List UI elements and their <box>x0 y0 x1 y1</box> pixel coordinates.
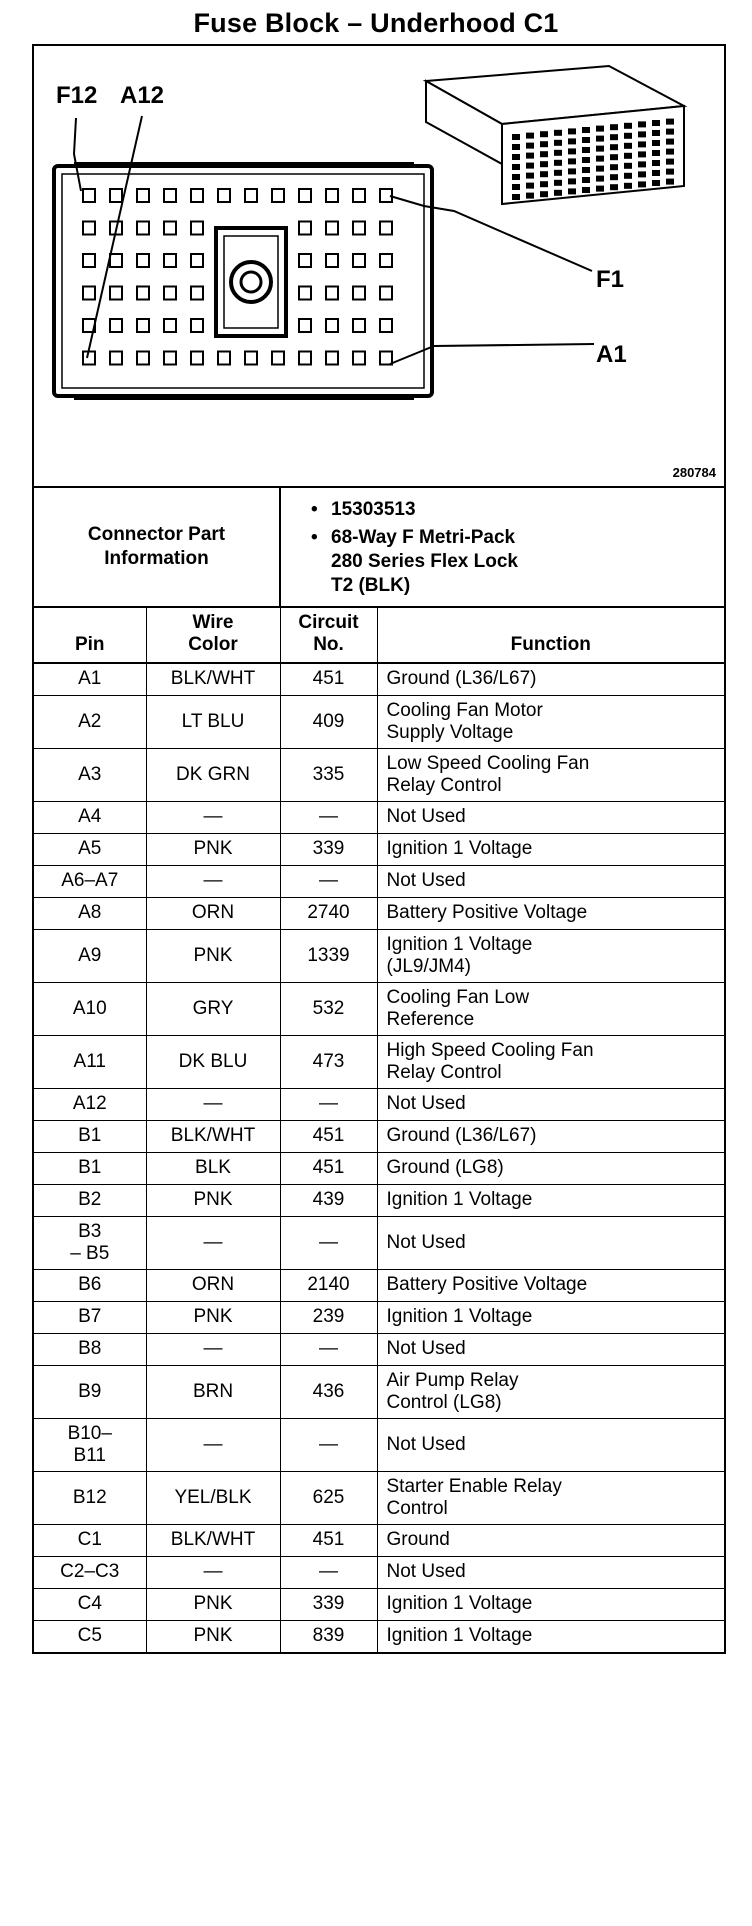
circuit-no-cell: 409 <box>280 695 377 748</box>
function-cell: Starter Enable Relay Control <box>377 1471 724 1524</box>
figure-reference-number: 280784 <box>672 465 716 480</box>
pin-cavity <box>299 254 311 267</box>
pin-cell: B12 <box>34 1471 146 1524</box>
pin-cavity <box>110 287 122 300</box>
pinout-header-row <box>34 608 724 663</box>
circuit-no-cell: 839 <box>280 1620 377 1652</box>
pin-cavity <box>83 189 95 202</box>
function-cell: Ignition 1 Voltage <box>377 1301 724 1333</box>
pin-cavity <box>191 222 203 235</box>
pin-cavity <box>218 352 230 365</box>
circuit-no-cell: 451 <box>280 1524 377 1556</box>
wire-color-cell: — <box>146 1216 280 1269</box>
function-cell: Cooling Fan Motor Supply Voltage <box>377 695 724 748</box>
pin-cavity <box>110 189 122 202</box>
pin-cavity <box>164 352 176 365</box>
pin-cavity <box>110 319 122 332</box>
bullet-dot-icon: • <box>311 499 318 520</box>
pin-cell: A4 <box>34 801 146 833</box>
pin-cavity <box>83 222 95 235</box>
function-cell: Ground (L36/L67) <box>377 663 724 695</box>
circuit-no-cell: 1339 <box>280 929 377 982</box>
wire-color-cell: — <box>146 1333 280 1365</box>
wire-color-cell: BLK/WHT <box>146 663 280 695</box>
function-cell: Not Used <box>377 1216 724 1269</box>
circuit-no-cell: — <box>280 865 377 897</box>
connector-sheet <box>32 44 726 1654</box>
pin-cavity <box>326 254 338 267</box>
function-cell: High Speed Cooling Fan Relay Control <box>377 1035 724 1088</box>
center-bolt-housing <box>216 228 286 336</box>
function-cell: Ignition 1 Voltage <box>377 1620 724 1652</box>
pin-cavity <box>380 222 392 235</box>
page-title: Fuse Block – Underhood C1 <box>193 8 559 38</box>
function-cell: Battery Positive Voltage <box>377 897 724 929</box>
table-row <box>34 695 724 748</box>
wire-color-cell: PNK <box>146 1184 280 1216</box>
circuit-no-cell: — <box>280 1556 377 1588</box>
circuit-no-cell: 339 <box>280 1588 377 1620</box>
table-row <box>34 1333 724 1365</box>
pin-cell: B10– B11 <box>34 1418 146 1471</box>
pin-cavity <box>164 254 176 267</box>
pin-cell: B3 – B5 <box>34 1216 146 1269</box>
pin-cavity <box>299 319 311 332</box>
pin-cavity <box>137 254 149 267</box>
pin-cell: A2 <box>34 695 146 748</box>
pin-cell: C5 <box>34 1620 146 1652</box>
pin-cavity <box>164 319 176 332</box>
table-row <box>34 1471 724 1524</box>
table-row <box>34 1588 724 1620</box>
table-row <box>34 1620 724 1652</box>
pin-cavity <box>164 189 176 202</box>
pin-cell: A11 <box>34 1035 146 1088</box>
col-header-wire-color: Wire Color <box>146 608 280 663</box>
pin-cavity <box>380 287 392 300</box>
wire-color-cell: DK BLU <box>146 1035 280 1088</box>
pin-cavity <box>110 254 122 267</box>
function-cell: Ground <box>377 1524 724 1556</box>
pinout-table <box>34 608 724 1652</box>
table-row <box>34 1418 724 1471</box>
function-cell: Cooling Fan Low Reference <box>377 982 724 1035</box>
table-row <box>34 865 724 897</box>
function-cell: Not Used <box>377 1418 724 1471</box>
wire-color-cell: ORN <box>146 1269 280 1301</box>
pin-cavity <box>137 222 149 235</box>
function-cell: Ground (LG8) <box>377 1152 724 1184</box>
function-cell: Not Used <box>377 801 724 833</box>
pin-cavity <box>245 189 257 202</box>
connector-info-heading: Connector Part Information <box>34 488 280 607</box>
circuit-no-cell: 439 <box>280 1184 377 1216</box>
table-row <box>34 1216 724 1269</box>
circuit-no-cell: — <box>280 1088 377 1120</box>
circuit-no-cell: — <box>280 1333 377 1365</box>
pin-cavity <box>353 352 365 365</box>
table-row <box>34 929 724 982</box>
pin-cell: C1 <box>34 1524 146 1556</box>
wire-color-cell: — <box>146 865 280 897</box>
leader-a1 <box>390 344 594 364</box>
pin-cavity <box>137 287 149 300</box>
table-row <box>34 801 724 833</box>
wire-color-cell: BLK/WHT <box>146 1120 280 1152</box>
circuit-no-cell: 625 <box>280 1471 377 1524</box>
table-row <box>34 663 724 695</box>
pin-cell: A3 <box>34 748 146 801</box>
circuit-no-cell: — <box>280 1216 377 1269</box>
table-row <box>34 1184 724 1216</box>
table-row <box>34 1524 724 1556</box>
pin-cavity <box>299 222 311 235</box>
leader-f1 <box>390 196 592 271</box>
pin-cell: B9 <box>34 1365 146 1418</box>
circuit-no-cell: 335 <box>280 748 377 801</box>
pin-cavity <box>326 222 338 235</box>
pin-cavity <box>299 352 311 365</box>
pin-cavity <box>326 287 338 300</box>
pin-cell: B1 <box>34 1152 146 1184</box>
wire-color-cell: — <box>146 1088 280 1120</box>
function-cell: Ignition 1 Voltage (JL9/JM4) <box>377 929 724 982</box>
pin-cavity <box>191 254 203 267</box>
pin-cavity <box>164 287 176 300</box>
pin-cavity <box>83 254 95 267</box>
pin-cavity <box>191 352 203 365</box>
function-cell: Low Speed Cooling Fan Relay Control <box>377 748 724 801</box>
pin-cell: B1 <box>34 1120 146 1152</box>
circuit-no-cell: 436 <box>280 1365 377 1418</box>
circuit-no-cell: 451 <box>280 663 377 695</box>
table-row <box>34 1301 724 1333</box>
wire-color-cell: DK GRN <box>146 748 280 801</box>
pin-cavity <box>299 287 311 300</box>
pin-cavity <box>83 287 95 300</box>
table-row <box>34 833 724 865</box>
table-row <box>34 1120 724 1152</box>
circuit-no-cell: 2140 <box>280 1269 377 1301</box>
pin-cavity <box>380 254 392 267</box>
wire-color-cell: — <box>146 1418 280 1471</box>
pin-cavity <box>380 352 392 365</box>
wire-color-cell: BLK/WHT <box>146 1524 280 1556</box>
pin-cavity <box>353 319 365 332</box>
wire-color-cell: PNK <box>146 929 280 982</box>
circuit-no-cell: 2740 <box>280 897 377 929</box>
pin-cavity <box>272 189 284 202</box>
pin-cell: A8 <box>34 897 146 929</box>
pin-cell: A10 <box>34 982 146 1035</box>
wire-color-cell: — <box>146 1556 280 1588</box>
table-row <box>34 897 724 929</box>
wire-color-cell: ORN <box>146 897 280 929</box>
pin-cell: B6 <box>34 1269 146 1301</box>
table-row <box>34 748 724 801</box>
wire-color-cell: BRN <box>146 1365 280 1418</box>
circuit-no-cell: — <box>280 801 377 833</box>
pin-cavity <box>110 352 122 365</box>
wire-color-cell: PNK <box>146 833 280 865</box>
wire-color-cell: LT BLU <box>146 695 280 748</box>
wire-color-cell: GRY <box>146 982 280 1035</box>
circuit-no-cell: 239 <box>280 1301 377 1333</box>
function-cell: Battery Positive Voltage <box>377 1269 724 1301</box>
function-cell: Ground (L36/L67) <box>377 1120 724 1152</box>
connector-isometric-icon <box>426 66 684 204</box>
col-header-pin: Pin <box>34 608 146 663</box>
function-cell: Ignition 1 Voltage <box>377 1588 724 1620</box>
col-header-function: Function <box>377 608 724 663</box>
part-number: • 15303513 <box>311 499 416 520</box>
wire-color-cell: PNK <box>146 1301 280 1333</box>
wire-color-cell: PNK <box>146 1620 280 1652</box>
circuit-no-cell: 473 <box>280 1035 377 1088</box>
circuit-no-cell: 339 <box>280 833 377 865</box>
pin-cavity <box>353 287 365 300</box>
function-cell: Not Used <box>377 1556 724 1588</box>
connector-diagram <box>34 46 724 488</box>
pin-cell: B2 <box>34 1184 146 1216</box>
pin-cavity <box>137 352 149 365</box>
function-cell: Air Pump Relay Control (LG8) <box>377 1365 724 1418</box>
function-cell: Not Used <box>377 1333 724 1365</box>
pin-cavity <box>191 189 203 202</box>
function-cell: Ignition 1 Voltage <box>377 833 724 865</box>
table-row <box>34 982 724 1035</box>
wire-color-cell: PNK <box>146 1588 280 1620</box>
pin-cavity <box>326 189 338 202</box>
circuit-no-cell: 532 <box>280 982 377 1035</box>
circuit-no-cell: 451 <box>280 1152 377 1184</box>
pin-cavity <box>380 319 392 332</box>
circuit-no-cell: 451 <box>280 1120 377 1152</box>
pin-cell: A5 <box>34 833 146 865</box>
pin-cavity <box>245 352 257 365</box>
table-row <box>34 1556 724 1588</box>
connector-part-information <box>34 488 724 608</box>
wire-color-cell: BLK <box>146 1152 280 1184</box>
pin-cavity <box>353 222 365 235</box>
col-header-circuit-no: Circuit No. <box>280 608 377 663</box>
pin-cavity <box>299 189 311 202</box>
wire-color-cell: YEL/BLK <box>146 1471 280 1524</box>
pin-cavity <box>191 287 203 300</box>
label-a12: A12 <box>120 82 165 109</box>
connector-info-values <box>280 488 724 607</box>
function-cell: Not Used <box>377 1088 724 1120</box>
table-row <box>34 1269 724 1301</box>
pin-cell: A12 <box>34 1088 146 1120</box>
pin-cell: C2–C3 <box>34 1556 146 1588</box>
pin-cell: A6–A7 <box>34 865 146 897</box>
connector-description: • 68-Way F Metri-Pack 280 Series Flex Lock T2 (BLK) <box>311 527 518 596</box>
pin-cavity <box>326 352 338 365</box>
label-f12: F12 <box>56 82 98 109</box>
function-cell: Ignition 1 Voltage <box>377 1184 724 1216</box>
pin-cell: B7 <box>34 1301 146 1333</box>
pin-cell: A1 <box>34 663 146 695</box>
pin-cavity <box>137 319 149 332</box>
pin-cell: C4 <box>34 1588 146 1620</box>
bullet-dot-icon: • <box>311 527 318 548</box>
pin-cell: B8 <box>34 1333 146 1365</box>
table-row <box>34 1152 724 1184</box>
label-a1: A1 <box>596 341 627 368</box>
function-cell: Not Used <box>377 865 724 897</box>
pin-cavity <box>137 189 149 202</box>
pin-cavity <box>218 189 230 202</box>
pin-cavity <box>353 254 365 267</box>
leader-f12 <box>74 118 81 191</box>
pin-cavity <box>326 319 338 332</box>
wire-color-cell: — <box>146 801 280 833</box>
pin-cell: A9 <box>34 929 146 982</box>
pin-cavity <box>272 352 284 365</box>
pin-cavity <box>191 319 203 332</box>
table-row <box>34 1365 724 1418</box>
table-row <box>34 1088 724 1120</box>
label-f1: F1 <box>596 266 625 293</box>
table-row <box>34 1035 724 1088</box>
circuit-no-cell: — <box>280 1418 377 1471</box>
pin-cavity <box>164 222 176 235</box>
pin-cavity <box>353 189 365 202</box>
